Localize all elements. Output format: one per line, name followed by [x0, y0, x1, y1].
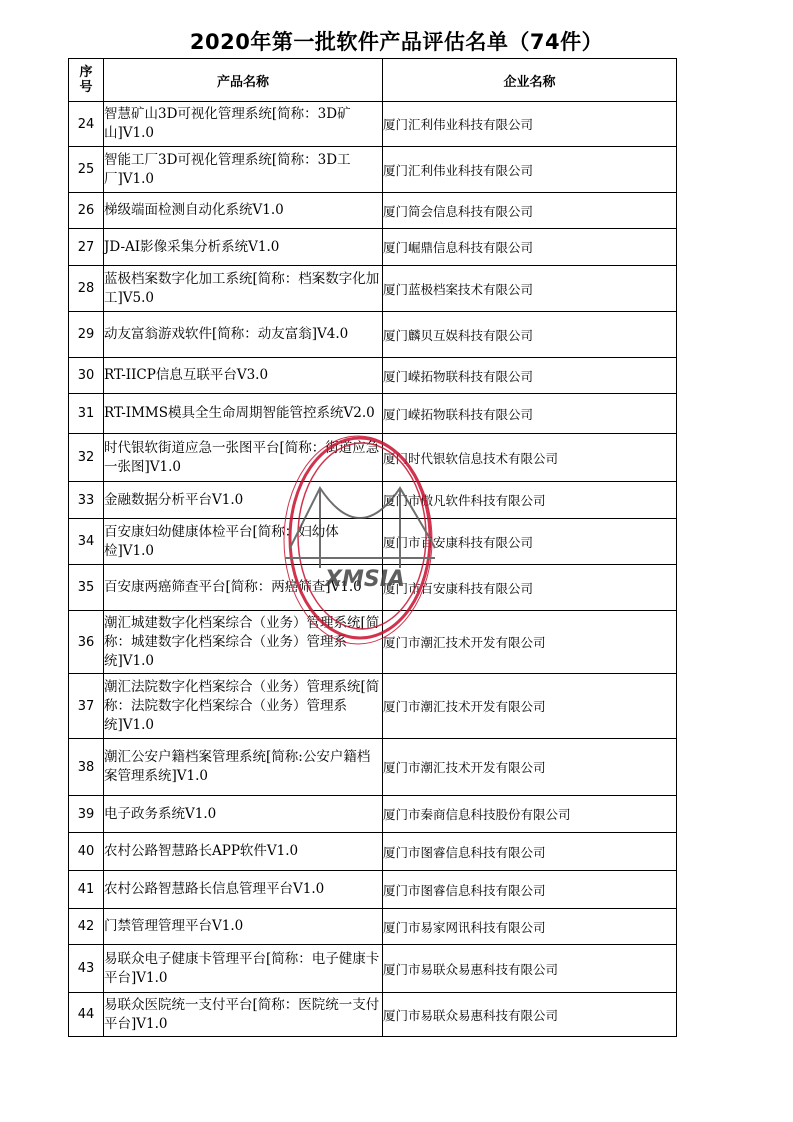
- table-row: [69, 565, 677, 611]
- table-header-row: [69, 59, 677, 102]
- row-number: 28: [69, 266, 104, 312]
- row-number: 37: [69, 674, 104, 739]
- row-number: 35: [69, 565, 104, 611]
- header-seq: [69, 59, 104, 102]
- row-number: 34: [69, 519, 104, 565]
- company-name: 厦门市百安康科技有限公司: [383, 565, 677, 611]
- table-row: [69, 358, 677, 394]
- product-name: 潮汇城建数字化档案综合（业务）管理系统[简称：城建数字化档案综合（业务）管理系统]V1.0: [104, 611, 383, 674]
- product-name: 潮汇公安户籍档案管理系统[简称:公安户籍档案管理系统]V1.0: [104, 739, 383, 796]
- company-name: 厦门市易家网讯科技有限公司: [383, 909, 677, 945]
- product-name: 金融数据分析平台V1.0: [104, 482, 383, 519]
- product-name: RT-IMMS模具全生命周期智能管控系统V2.0: [104, 394, 383, 434]
- company-name: 厦门市易联众易惠科技有限公司: [383, 945, 677, 993]
- product-name: 智慧矿山3D可视化管理系统[简称：3D矿山]V1.0: [104, 102, 383, 147]
- product-name: 易联众电子健康卡管理平台[简称：电子健康卡平台]V1.0: [104, 945, 383, 993]
- product-name: 蓝极档案数字化加工系统[简称：档案数字化加工]V5.0: [104, 266, 383, 312]
- row-number: 44: [69, 993, 104, 1037]
- row-number: 42: [69, 909, 104, 945]
- company-name: 厦门麟贝互娱科技有限公司: [383, 312, 677, 358]
- table-row: [69, 796, 677, 833]
- table-row: [69, 739, 677, 796]
- company-name: 厦门市易联众易惠科技有限公司: [383, 993, 677, 1037]
- product-name: 潮汇法院数字化档案综合（业务）管理系统[简称：法院数字化档案综合（业务）管理系统]V1.0: [104, 674, 383, 739]
- table-row: [69, 519, 677, 565]
- row-number: 24: [69, 102, 104, 147]
- table-row: [69, 193, 677, 229]
- company-name: 厦门市秦商信息科技股份有限公司: [383, 796, 677, 833]
- company-name: 厦门市潮汇技术开发有限公司: [383, 611, 677, 674]
- product-name: 门禁管理管理平台V1.0: [104, 909, 383, 945]
- product-list-table: [68, 58, 677, 1037]
- table-row: [69, 102, 677, 147]
- table-row: [69, 674, 677, 739]
- table-row: [69, 394, 677, 434]
- product-name: 农村公路智慧路长APP软件V1.0: [104, 833, 383, 871]
- header-seq-bottom: 号: [79, 80, 93, 95]
- table-row: [69, 229, 677, 266]
- table-row: [69, 993, 677, 1037]
- company-name: 厦门崛鼎信息科技有限公司: [383, 229, 677, 266]
- header-seq-top: 序: [79, 65, 93, 80]
- product-name: 百安康两癌筛查平台[简称：两癌筛查]V1.0: [104, 565, 383, 611]
- table-row: [69, 833, 677, 871]
- table-row: [69, 147, 677, 193]
- product-name: 百安康妇幼健康体检平台[简称：妇幼体检]V1.0: [104, 519, 383, 565]
- company-name: 厦门简会信息科技有限公司: [383, 193, 677, 229]
- page-title: 2020年第一批软件产品评估名单（74件）: [189, 30, 604, 54]
- company-name: 厦门市图睿信息科技有限公司: [383, 871, 677, 909]
- row-number: 38: [69, 739, 104, 796]
- company-name: 厦门市百安康科技有限公司: [383, 519, 677, 565]
- company-name: 厦门市潮汇技术开发有限公司: [383, 739, 677, 796]
- row-number: 25: [69, 147, 104, 193]
- product-name: 梯级端面检测自动化系统V1.0: [104, 193, 383, 229]
- product-name: 电子政务系统V1.0: [104, 796, 383, 833]
- product-name: 动友富翁游戏软件[简称：动友富翁]V4.0: [104, 312, 383, 358]
- header-company: 企业名称: [383, 59, 677, 102]
- row-number: 30: [69, 358, 104, 394]
- company-name: 厦门汇利伟业科技有限公司: [383, 102, 677, 147]
- row-number: 33: [69, 482, 104, 519]
- table-row: [69, 871, 677, 909]
- company-name: 厦门蓝极档案技术有限公司: [383, 266, 677, 312]
- row-number: 27: [69, 229, 104, 266]
- row-number: 41: [69, 871, 104, 909]
- company-name: 厦门市图睿信息科技有限公司: [383, 833, 677, 871]
- row-number: 32: [69, 434, 104, 482]
- company-name: 厦门市傲凡软件科技有限公司: [383, 482, 677, 519]
- table-row: [69, 434, 677, 482]
- table-row: [69, 482, 677, 519]
- table-row: [69, 312, 677, 358]
- table-row: [69, 909, 677, 945]
- row-number: 29: [69, 312, 104, 358]
- product-name: 农村公路智慧路长信息管理平台V1.0: [104, 871, 383, 909]
- row-number: 39: [69, 796, 104, 833]
- row-number: 36: [69, 611, 104, 674]
- product-name: RT-IICP信息互联平台V3.0: [104, 358, 383, 394]
- table-row: [69, 611, 677, 674]
- company-name: 厦门嵘拓物联科技有限公司: [383, 358, 677, 394]
- product-name: 时代银软街道应急一张图平台[简称：街道应急一张图]V1.0: [104, 434, 383, 482]
- header-product: 产品名称: [104, 59, 383, 102]
- row-number: 43: [69, 945, 104, 993]
- company-name: 厦门时代银软信息技术有限公司: [383, 434, 677, 482]
- row-number: 40: [69, 833, 104, 871]
- table-row: [69, 945, 677, 993]
- row-number: 31: [69, 394, 104, 434]
- product-name: 智能工厂3D可视化管理系统[简称：3D工厂]V1.0: [104, 147, 383, 193]
- stamp-text: XMSIA: [325, 567, 405, 592]
- company-name: 厦门嵘拓物联科技有限公司: [383, 394, 677, 434]
- product-name: 易联众医院统一支付平台[简称：医院统一支付平台]V1.0: [104, 993, 383, 1037]
- company-name: 厦门市潮汇技术开发有限公司: [383, 674, 677, 739]
- table-row: [69, 266, 677, 312]
- company-name: 厦门汇利伟业科技有限公司: [383, 147, 677, 193]
- product-name: JD-AI影像采集分析系统V1.0: [104, 229, 383, 266]
- row-number: 26: [69, 193, 104, 229]
